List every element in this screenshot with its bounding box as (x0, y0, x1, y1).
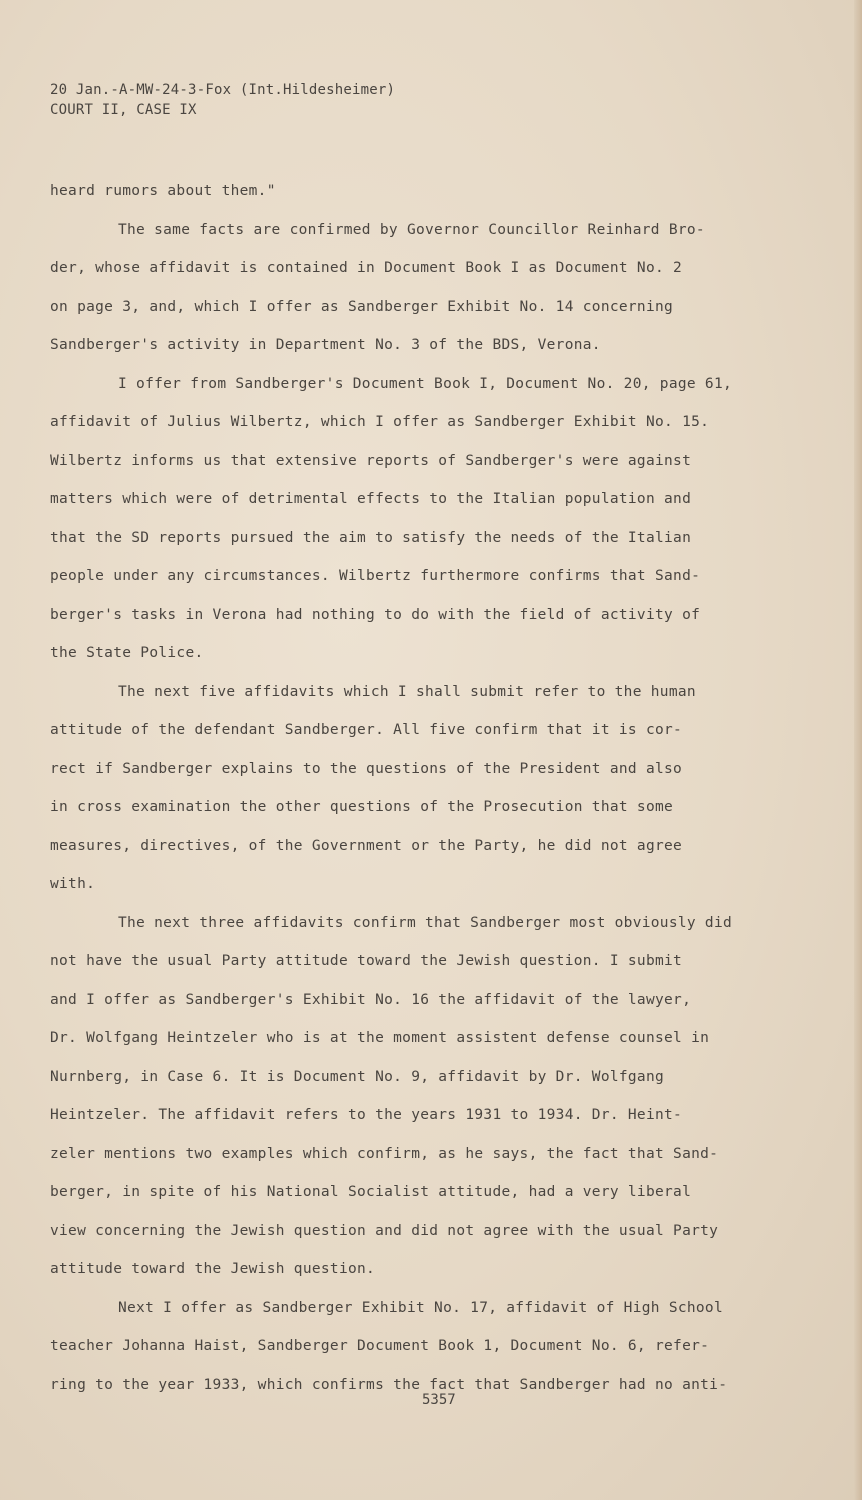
text-line: heard rumors about them." (50, 183, 276, 199)
text-line: Nurnberg, in Case 6. It is Document No. 9, affidavit by Dr. Wolfgang (50, 1068, 665, 1085)
text-line: rect if Sandberger explains to the questions of the President and also (50, 760, 683, 777)
text-line: Wilbertz informs us that extensive reports of Sandberger's were against (50, 452, 692, 469)
text-line: The next three affidavits confirm that Sandberger most obviously did (118, 914, 733, 931)
text-line: attitude of the defendant Sandberger. All five confirm that it is cor- (50, 722, 683, 738)
text-line: zeler mentions two examples which confirm, as he says, the fact that Sand- (50, 1145, 719, 1162)
text-line: berger's tasks in Verona had nothing to do with the field of activity of (50, 606, 701, 623)
text-line: Next I offer as Sandberger Exhibit No. 17, affidavit of High School (118, 1299, 723, 1316)
text-line: that the SD reports pursued the aim to satisfy the needs of the Italian (50, 529, 692, 546)
text-line: on page 3, and, which I offer as Sandberger Exhibit No. 14 concerning (50, 298, 674, 315)
text-line: and I offer as Sandberger's Exhibit No. 16 the affidavit of the lawyer, (50, 991, 692, 1008)
header-line-2: COURT II, CASE IX (50, 102, 197, 118)
text-line: matters which were of detrimental effects to the Italian population and (50, 491, 692, 507)
text-line: Dr. Wolfgang Heintzeler who is at the moment assistent defense counsel in (50, 1030, 710, 1046)
text-line: attitude toward the Jewish question. (50, 1261, 376, 1277)
text-line: ring to the year 1933, which confirms the fact that Sandberger had no anti- (50, 1376, 728, 1393)
text-line: not have the usual Party attitude toward the Jewish question. I submit (50, 953, 683, 969)
page-number: 5357 (422, 1392, 456, 1408)
text-line: measures, directives, of the Government or the Party, he did not agree (50, 837, 683, 854)
text-line: The same facts are confirmed by Governor Councillor Reinhard Bro- (118, 221, 705, 238)
text-line: teacher Johanna Haist, Sandberger Document Book 1, Document No. 6, refer- (50, 1338, 710, 1354)
text-line: Sandberger's activity in Department No. 3 of the BDS, Verona. (50, 337, 601, 353)
header-line-1: 20 Jan.-A-MW-24-3-Fox (Int.Hildesheimer) (50, 82, 396, 98)
text-line: berger, in spite of his National Socialist attitude, had a very liberal (50, 1184, 692, 1200)
text-line: in cross examination the other questions of the Prosecution that some (50, 799, 674, 815)
text-line: der, whose affidavit is contained in Document Book I as Document No. 2 (50, 260, 683, 276)
text-line: Heintzeler. The affidavit refers to the years 1931 to 1934. Dr. Heint- (50, 1107, 683, 1123)
page-edge-shadow (854, 0, 862, 1500)
text-line: with. (50, 876, 96, 892)
text-line: the State Police. (50, 645, 204, 661)
text-line: The next five affidavits which I shall submit refer to the human (118, 683, 696, 700)
text-line: affidavit of Julius Wilbertz, which I offer as Sandberger Exhibit No. 15. (50, 414, 710, 430)
text-line: people under any circumstances. Wilbertz furthermore confirms that Sand- (50, 568, 701, 584)
document-body (50, 172, 790, 1404)
document-header (50, 80, 395, 120)
text-line: I offer from Sandberger's Document Book I, Document No. 20, page 61, (118, 375, 733, 392)
text-line: view concerning the Jewish question and did not agree with the usual Party (50, 1222, 719, 1239)
